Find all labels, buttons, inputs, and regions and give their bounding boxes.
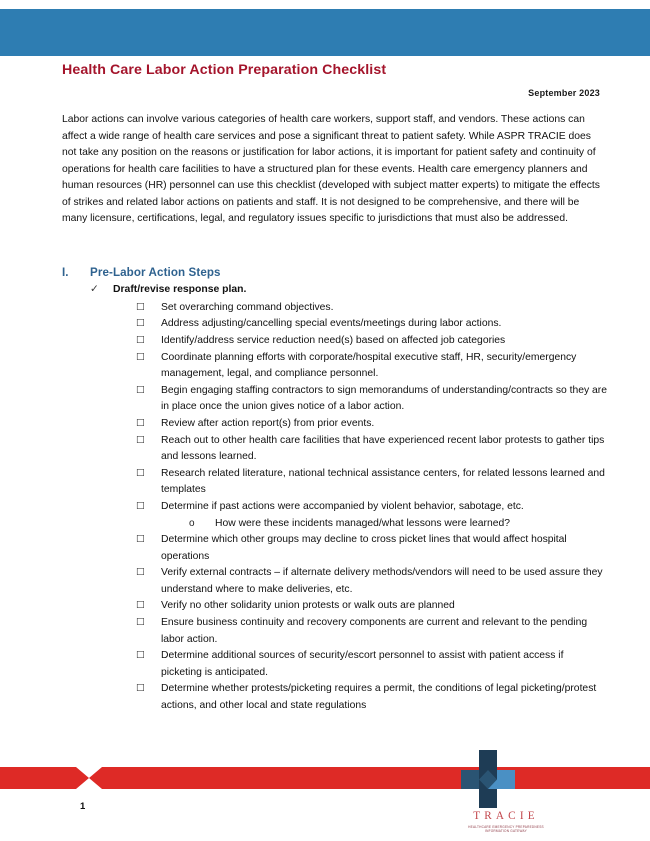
- logo-tagline-line-2: INFORMATION GATEWAY: [485, 829, 527, 834]
- checklist-item-label: Begin engaging staffing contractors to sign memorandums of understanding/contracts so they are in place once the union gives notice of a labor action.: [161, 385, 607, 413]
- checkbox-icon[interactable]: ☐: [136, 385, 145, 397]
- medical-cross-icon: [461, 750, 515, 808]
- checkbox-icon[interactable]: ☐: [136, 468, 145, 480]
- section-title: Pre-Labor Action Steps: [90, 266, 221, 279]
- hollow-bullet-icon: o: [189, 517, 195, 529]
- checklist-item[interactable]: [136, 615, 607, 648]
- checklist-item[interactable]: [136, 532, 607, 565]
- checklist-item-label: Set overarching command objectives.: [161, 301, 334, 313]
- checklist-item-label: Address adjusting/cancelling special events/meetings during labor actions.: [161, 318, 502, 330]
- checklist-item-label: Research related literature, national technical assistance centers, for related lessons learned and templates: [161, 468, 605, 496]
- checkbox-icon[interactable]: ☐: [136, 600, 145, 612]
- checklist-item[interactable]: [136, 433, 607, 466]
- checklist-item[interactable]: [136, 466, 607, 499]
- checklist: [136, 300, 607, 714]
- cross-right-arm: [497, 770, 515, 789]
- checkbox-icon[interactable]: ☐: [136, 351, 145, 363]
- subsection-draft-revise-response-plan: [90, 282, 607, 298]
- checkbox-icon[interactable]: ☐: [136, 617, 145, 629]
- logo-tagline: [440, 825, 572, 834]
- checklist-item[interactable]: [136, 333, 607, 349]
- page-title: Health Care Labor Action Preparation Checklist: [62, 62, 387, 78]
- checklist-item-label: Review after action report(s) from prior events.: [161, 418, 375, 430]
- title-block: [62, 63, 602, 98]
- section-heading: [62, 266, 607, 279]
- checklist-item[interactable]: [136, 350, 607, 383]
- checklist-item-label: Verify external contracts – if alternate delivery methods/vendors will need to be used assure they understand where to make deliveries, etc.: [161, 567, 603, 595]
- footer-notch-decoration: [76, 767, 102, 789]
- checklist-item[interactable]: [136, 598, 607, 614]
- checklist-item[interactable]: [136, 300, 607, 316]
- checklist-item[interactable]: [136, 416, 607, 432]
- checkbox-icon[interactable]: ☐: [136, 335, 145, 347]
- subsection-label: Draft/revise response plan.: [113, 284, 247, 295]
- checklist-item[interactable]: [136, 499, 607, 515]
- checkbox-icon[interactable]: ☐: [136, 501, 145, 513]
- checklist-item-label: Determine whether protests/picketing requires a permit, the conditions of legal picketing/protest actions, and other local and state regulations: [161, 683, 597, 711]
- aspr-tracie-logo: [440, 750, 572, 841]
- logo-tagline-line-1: HEALTHCARE EMERGENCY PREPAREDNESS: [468, 825, 544, 829]
- checklist-item[interactable]: [136, 648, 607, 681]
- checklist-subitem-label: How were these incidents managed/what lessons were learned?: [215, 517, 510, 529]
- cross-left-arm: [461, 770, 479, 789]
- checklist-subitem-list: [189, 516, 607, 532]
- checkbox-icon[interactable]: ☐: [136, 650, 145, 662]
- checkbox-icon[interactable]: ☐: [136, 301, 145, 313]
- page-number: 1: [80, 801, 86, 812]
- checkbox-icon[interactable]: ☐: [136, 418, 145, 430]
- checklist-item-label: Ensure business continuity and recovery components are current and relevant to the pending labor action.: [161, 617, 588, 645]
- checkmark-icon: ✓: [90, 283, 99, 295]
- header-blue-band: [0, 9, 650, 56]
- checklist-item[interactable]: [136, 383, 607, 416]
- checklist-item-label: Determine which other groups may decline to cross picket lines that would affect hospital operations: [161, 534, 567, 562]
- checkbox-icon[interactable]: ☐: [136, 434, 145, 446]
- section-pre-labor-action-steps: [62, 266, 607, 715]
- checkbox-icon[interactable]: ☐: [136, 318, 145, 330]
- checklist-item-label: Coordinate planning efforts with corporate/hospital executive staff, HR, security/emergency management, legal, and compliance personnel.: [161, 351, 577, 380]
- checklist-item-label: Determine if past actions were accompanied by violent behavior, sabotage, etc.: [161, 501, 524, 513]
- checklist-item[interactable]: [136, 316, 607, 332]
- checklist-item-label: Identify/address service reduction need(s) based on affected job categories: [161, 335, 506, 347]
- checkbox-icon[interactable]: ☐: [136, 567, 145, 579]
- section-number: I.: [62, 266, 69, 279]
- checklist-item[interactable]: [136, 681, 607, 714]
- checklist-item[interactable]: [136, 565, 607, 598]
- document-date: September 2023: [528, 87, 600, 98]
- checklist-item-label: Determine additional sources of security/escort personnel to assist with patient access if picketing is anticipated.: [161, 650, 564, 678]
- checkbox-icon[interactable]: ☐: [136, 683, 145, 695]
- checkbox-icon[interactable]: ☐: [136, 534, 145, 546]
- checklist-subitem: [189, 516, 607, 532]
- checklist-item-label: Verify no other solidarity union protests or walk outs are planned: [161, 600, 455, 612]
- intro-paragraph: Labor actions can involve various categories of health care workers, support staff, and vendors. These actions can affect a wide range of health care services and pose a significant threat to patient safety. While ASPR TRACIE does not take any position on the reasons or justification for labor actions, it is important for patient safety and continuity of operations for health care facilities to have a structured plan for these events. Health care emergency planners and human resources (HR) personnel can use this checklist (developed with subject matter experts) to mitigate the effects of strikes and related labor actions on patients and staff. It is not designed to be comprehensive, and there will be many licensure, certifications, legal, and regulatory issues specific to jurisdictions that must also be addressed.: [62, 114, 600, 225]
- logo-wordmark: TRACIE: [473, 810, 539, 822]
- checklist-item-label: Reach out to other health care facilities that have experienced recent labor protests to gather tips and lessons learned.: [161, 434, 605, 463]
